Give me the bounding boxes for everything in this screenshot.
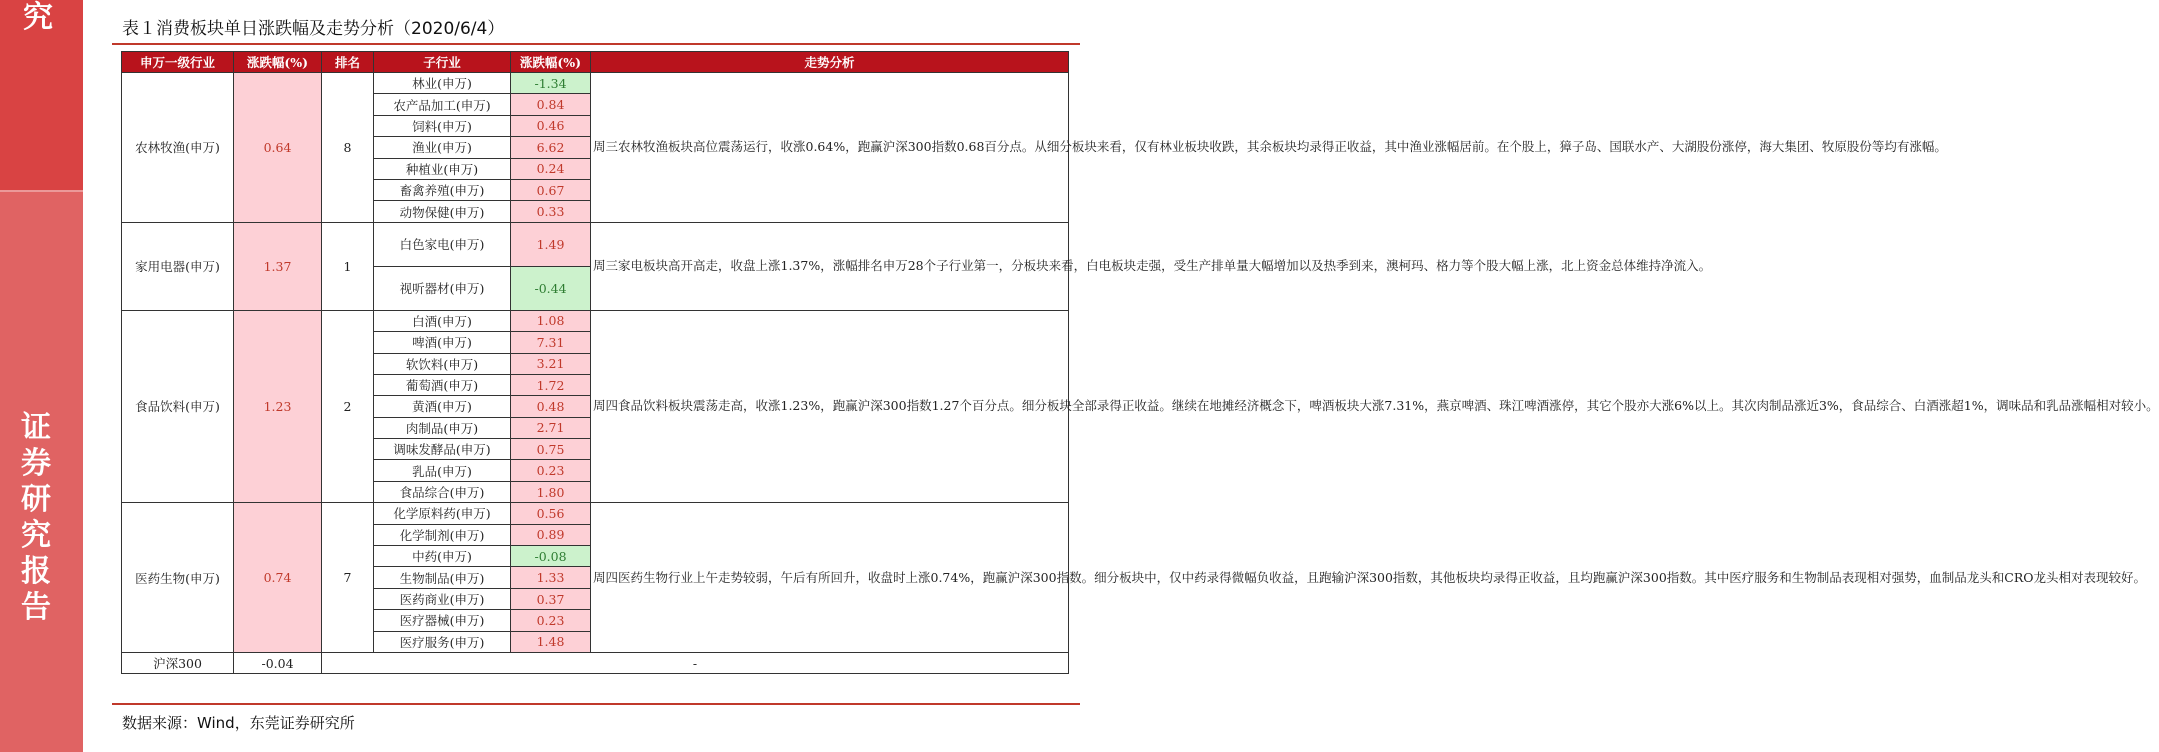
- bottom-rule: [112, 703, 1080, 705]
- sidebar-report-label: 证券研究报告: [21, 410, 51, 625]
- table-row: [122, 222, 1069, 266]
- title-rule: [112, 43, 1080, 45]
- subsector-name: 畜禽养殖(申万): [374, 179, 511, 200]
- subsector-name: 种植业(申万): [374, 158, 511, 179]
- table-row: [122, 310, 1069, 331]
- subsector-name: 黄酒(申万): [374, 396, 511, 417]
- subsector-name: 生物制品(申万): [374, 567, 511, 588]
- table-body: [122, 73, 2159, 674]
- sidebar-top-char: 究: [23, 0, 53, 35]
- subsector-name: 软饮料(申万): [374, 353, 511, 374]
- sector-name: 农林牧渔(申万): [122, 73, 234, 223]
- subsector-name: 医疗器械(申万): [374, 610, 511, 631]
- subsector-change: 1.80: [511, 481, 591, 502]
- subsector-change: -1.34: [511, 73, 591, 94]
- sector-rank: 1: [322, 222, 374, 310]
- subsector-change: 0.84: [511, 94, 591, 115]
- subsector-change: 6.62: [511, 137, 591, 158]
- subsector-change: 0.89: [511, 524, 591, 545]
- sidebar: [0, 0, 83, 752]
- subsector-change: 0.48: [511, 396, 591, 417]
- header-sub-change: 涨跌幅(%): [511, 52, 591, 73]
- subsector-change: 2.71: [511, 417, 591, 438]
- subsector-change: 0.56: [511, 503, 591, 524]
- subsector-name: 调味发酵品(申万): [374, 439, 511, 460]
- subsector-change: 1.33: [511, 567, 591, 588]
- benchmark-row: [122, 652, 1069, 673]
- benchmark-rest: -: [322, 652, 1069, 673]
- subsector-name: 白酒(申万): [374, 310, 511, 331]
- subsector-change: 1.72: [511, 374, 591, 395]
- sector-change: 0.74: [234, 503, 322, 653]
- subsector-change: 0.37: [511, 588, 591, 609]
- sector-rank: 2: [322, 310, 374, 503]
- subsector-change: 0.75: [511, 439, 591, 460]
- subsector-change: 0.24: [511, 158, 591, 179]
- subsector-change: 0.67: [511, 179, 591, 200]
- data-source: 数据来源：Wind，东莞证券研究所: [122, 714, 355, 732]
- sector-rank: 7: [322, 503, 374, 653]
- subsector-name: 林业(申万): [374, 73, 511, 94]
- sector-analysis: 周四食品饮料板块震荡走高，收涨1.23%，跑赢沪深300指数1.27个百分点。细分板块全部录得正收益。继续在地摊经济概念下，啤酒板块大涨7.31%，燕京啤酒、珠江啤酒涨停，其它个股亦大涨6%以上。其次肉制品涨近3%，食品综合、白酒涨超1%，调味品和乳品涨幅相对较小。: [591, 310, 1069, 503]
- subsector-change: 0.23: [511, 460, 591, 481]
- subsector-name: 白色家电(申万): [374, 222, 511, 266]
- subsector-name: 视听器材(申万): [374, 266, 511, 310]
- subsector-name: 渔业(申万): [374, 137, 511, 158]
- subsector-name: 医疗服务(申万): [374, 631, 511, 652]
- sector-analysis: 周三农林牧渔板块高位震荡运行，收涨0.64%，跑赢沪深300指数0.68百分点。从细分板块来看，仅有林业板块收跌，其余板块均录得正收益，其中渔业涨幅居前。在个股上，獐子岛、国联水产、大湖股份涨停，海大集团、牧原股份等均有涨幅。: [591, 73, 1069, 223]
- sector-table: [121, 51, 2159, 674]
- table-row: [122, 503, 1069, 524]
- subsector-change: -0.08: [511, 546, 591, 567]
- subsector-name: 医药商业(申万): [374, 588, 511, 609]
- subsector-change: 7.31: [511, 332, 591, 353]
- sector-change: 1.23: [234, 310, 322, 503]
- header-rank: 排名: [322, 52, 374, 73]
- header-sector-change: 涨跌幅(%): [234, 52, 322, 73]
- sector-analysis: 周三家电板块高开高走，收盘上涨1.37%，涨幅排名申万28个子行业第一，分板块来看，白电板块走强，受生产排单量大幅增加以及热季到来，澳柯玛、格力等个股大幅上涨，北上资金总体维持净流入。: [591, 222, 1069, 310]
- header-subsector: 子行业: [374, 52, 511, 73]
- sector-rank: 8: [322, 73, 374, 223]
- subsector-name: 化学原料药(申万): [374, 503, 511, 524]
- subsector-name: 农产品加工(申万): [374, 94, 511, 115]
- sector-change: 0.64: [234, 73, 322, 223]
- sector-name: 食品饮料(申万): [122, 310, 234, 503]
- subsector-name: 葡萄酒(申万): [374, 374, 511, 395]
- subsector-change: 1.49: [511, 222, 591, 266]
- table-header-row: [122, 52, 1069, 73]
- header-analysis: 走势分析: [591, 52, 1069, 73]
- sector-analysis: 周四医药生物行业上午走势较弱，午后有所回升，收盘时上涨0.74%，跑赢沪深300指数。细分板块中，仅中药录得微幅负收益，且跑输沪深300指数，其他板块均录得正收益，且均跑赢沪深300指数。其中医疗服务和生物制品表现相对强势，血制品龙头和CRO龙头相对表现较好。: [591, 503, 1069, 653]
- subsector-change: 1.48: [511, 631, 591, 652]
- table-title: 表１消费板块单日涨跌幅及走势分析（2020/6/4）: [122, 19, 505, 39]
- subsector-name: 啤酒(申万): [374, 332, 511, 353]
- subsector-name: 化学制剂(申万): [374, 524, 511, 545]
- header-sector: 申万一级行业: [122, 52, 234, 73]
- subsector-change: 1.08: [511, 310, 591, 331]
- subsector-change: 0.33: [511, 201, 591, 222]
- subsector-change: 0.23: [511, 610, 591, 631]
- sidebar-top-block: [0, 0, 83, 190]
- subsector-change: 0.46: [511, 115, 591, 136]
- table-row: [122, 73, 1069, 94]
- sector-name: 家用电器(申万): [122, 222, 234, 310]
- subsector-name: 中药(申万): [374, 546, 511, 567]
- subsector-change: -0.44: [511, 266, 591, 310]
- sector-name: 医药生物(申万): [122, 503, 234, 653]
- sector-change: 1.37: [234, 222, 322, 310]
- subsector-name: 肉制品(申万): [374, 417, 511, 438]
- benchmark-change: -0.04: [234, 652, 322, 673]
- subsector-name: 饲料(申万): [374, 115, 511, 136]
- subsector-change: 3.21: [511, 353, 591, 374]
- subsector-name: 乳品(申万): [374, 460, 511, 481]
- benchmark-name: 沪深300: [122, 652, 234, 673]
- subsector-name: 食品综合(申万): [374, 481, 511, 502]
- subsector-name: 动物保健(申万): [374, 201, 511, 222]
- sidebar-divider: [0, 190, 83, 192]
